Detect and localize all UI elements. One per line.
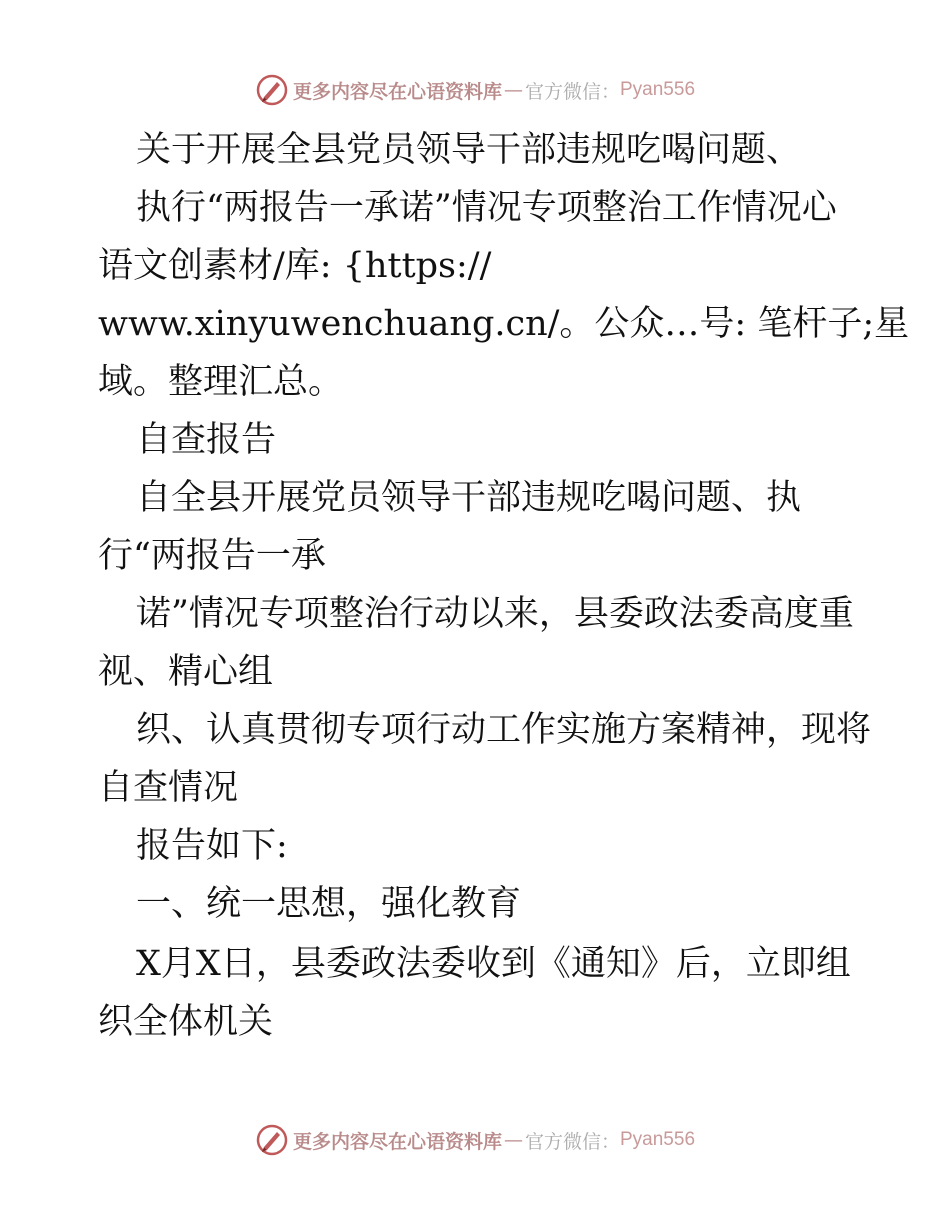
watermark-wechat-id: Pyan556 [620, 79, 696, 100]
body-line: 行“两报告一承 [98, 536, 326, 576]
subsection-heading: 一、统一思想，强化教育 [136, 884, 522, 924]
pen-logo-icon [255, 1123, 289, 1157]
body-line: 自查情况 [98, 768, 239, 808]
watermark-dash: — [503, 1129, 523, 1151]
body-line: 域。整理汇总。 [98, 362, 344, 402]
title-line-2: 执行“两报告一承诺”情况专项整治工作情况心 [136, 188, 837, 228]
watermark-wechat-id: Pyan556 [620, 1129, 696, 1150]
watermark-wechat-label: 官方微信： [524, 1130, 620, 1153]
header-watermark [0, 70, 950, 110]
footer-watermark [0, 1120, 950, 1160]
body-line: www.xinyuwenchuang.cn/。公众…号: 笔杆子;星 [98, 304, 910, 344]
body-line: 诺”情况专项整治行动以来，县委政法委高度重 [136, 594, 854, 634]
body-line: 视、精心组 [98, 652, 274, 692]
watermark-wechat-label: 官方微信： [524, 80, 620, 103]
pen-logo-icon [255, 73, 289, 107]
section-heading: 自查报告 [136, 420, 277, 460]
watermark-dash: — [503, 79, 523, 101]
body-line: 语文创素材/库: {https:// [98, 246, 492, 286]
body-line: X月X日，县委政法委收到《通知》后，立即组 [136, 944, 851, 984]
title-line-1: 关于开展全县党员领导干部违规吃喝问题、 [136, 130, 802, 170]
watermark-text: 更多内容尽在心语资料库 [292, 1130, 502, 1153]
body-line: 织全体机关 [98, 1002, 274, 1042]
body-line: 织、认真贯彻专项行动工作实施方案精神，现将 [136, 710, 872, 750]
body-line: 自全县开展党员领导干部违规吃喝问题、执 [136, 478, 802, 518]
body-line: 报告如下: [136, 826, 288, 866]
watermark-text: 更多内容尽在心语资料库 [292, 80, 502, 103]
